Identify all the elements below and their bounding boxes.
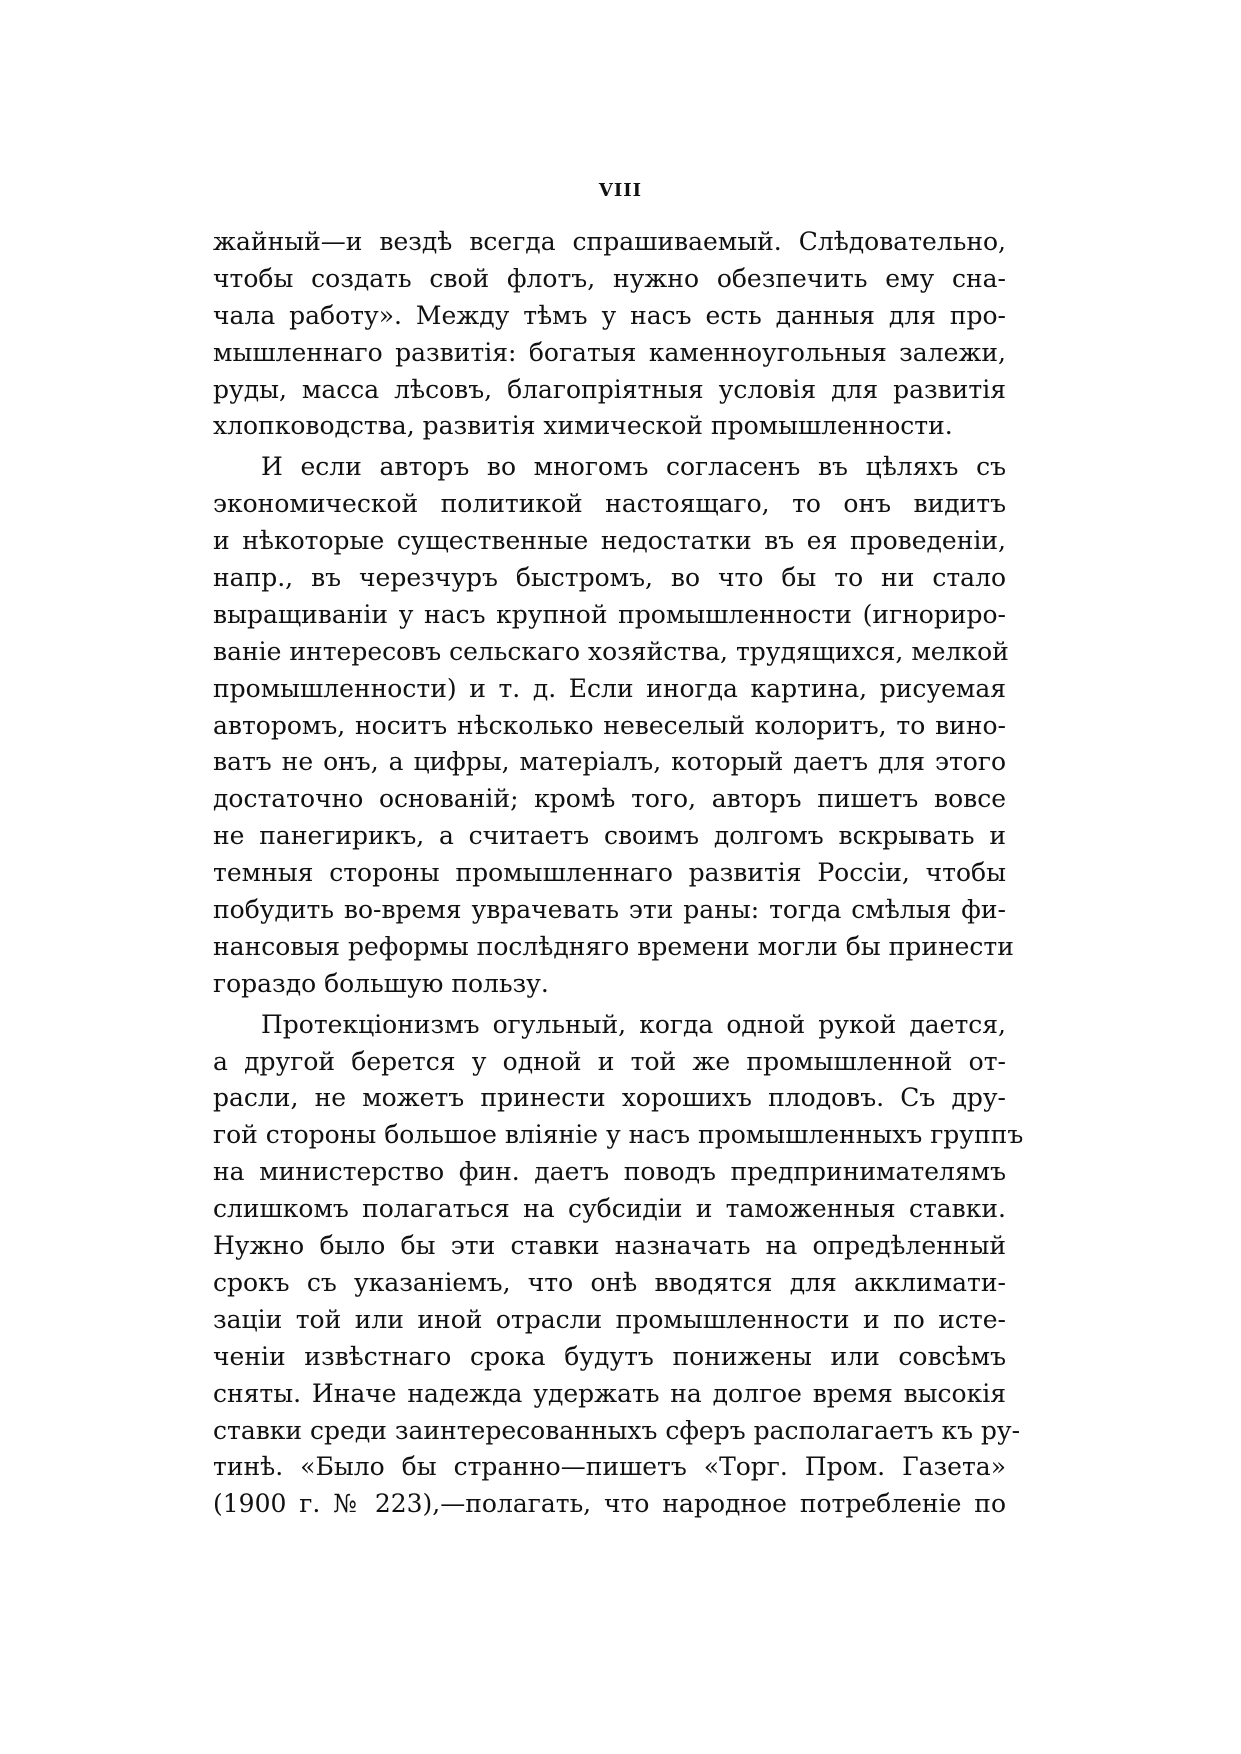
text-line: слишкомъ полагаться на субсидіи и таможенныя ставки. [213, 1194, 1006, 1224]
text-line: сняты. Иначе надежда удержать на долгое время высокія [213, 1378, 1006, 1408]
text-line: темныя стороны промышленнаго развитія Россіи, чтобы [213, 858, 1006, 888]
text-line: жайный—и вездѣ всегда спрашиваемый. Слѣдовательно, [213, 227, 1006, 256]
text-line: тинѣ. «Было бы странно—пишетъ «Торг. Пром. Газета» [213, 1452, 1006, 1482]
page-number: VIII [598, 180, 643, 201]
text-line: расли, не можетъ принести хорошихъ плодовъ. Съ дру- [213, 1083, 1006, 1113]
text-line: (1900 г. № 223),—полагать, что народное потребленіе по [213, 1489, 1006, 1519]
text-line: гораздо большую пользу. [213, 968, 549, 998]
text-line: экономической политикой настоящаго, то онъ видитъ [213, 489, 1006, 519]
text-line: Нужно было бы эти ставки назначать на опредѣленный [213, 1231, 1006, 1261]
paragraph-2 [213, 449, 1014, 1002]
text-line: ваніе интересовъ сельскаго хозяйства, трудящихся, мелкой [213, 636, 1009, 666]
text-line: авторомъ, носитъ нѣсколько невеселый колоритъ, то вино- [213, 710, 1006, 740]
text-line: нансовыя реформы послѣдняго времени могли бы принести [213, 931, 1014, 961]
text-line: заціи той или иной отрасли промышленности и по исте- [213, 1304, 1006, 1334]
text-line: не панегирикъ, а считаетъ своимъ долгомъ вскрывать и [213, 821, 1006, 851]
text-line: выращиваніи у насъ крупной промышленности (игнориро- [213, 599, 1006, 629]
text-line: достаточно основаній; кромѣ того, авторъ пишетъ вовсе [213, 784, 1006, 814]
paragraph-3 [213, 1007, 1024, 1523]
text-line: чала работу». Между тѣмъ у насъ есть данныя для про- [213, 300, 1006, 330]
text-line: и нѣкоторые существенные недостатки въ ея проведеніи, [213, 526, 1006, 556]
text-line: напр., въ черезчуръ быстромъ, во что бы то ни стало [213, 563, 1006, 593]
text-line: руды, масса лѣсовъ, благопріятныя условія для развитія [213, 374, 1006, 404]
text-line: ватъ не онъ, а цифры, матеріалъ, который даетъ для этого [213, 747, 1006, 777]
text-line: на министерство фин. даетъ поводъ предпринимателямъ [213, 1157, 1006, 1187]
text-line: а другой берется у одной и той же промышленной от- [213, 1046, 1006, 1076]
text-line: мышленнаго развитія: богатыя каменноугольныя залежи, [213, 337, 1006, 367]
text-line: промышленности) и т. д. Если иногда картина, рисуемая [213, 673, 1006, 703]
text-line: гой стороны большое вліяніе у насъ промышленныхъ группъ [213, 1120, 1024, 1150]
text-line: чтобы создать свой флотъ, нужно обезпечить ему сна- [213, 263, 1006, 293]
text-line: И если авторъ во многомъ согласенъ въ цѣляхъ съ [261, 452, 1006, 482]
text-line: ченіи извѣстнаго срока будутъ понижены или совсѣмъ [213, 1341, 1006, 1371]
text-line: срокъ съ указаніемъ, что онѣ вводятся для акклимати- [213, 1267, 1006, 1297]
text-line: Протекціонизмъ огульный, когда одной рукой дается, [261, 1009, 1006, 1039]
text-line: ставки среди заинтересованныхъ сферъ располагаетъ къ ру- [213, 1415, 1021, 1445]
text-line: хлопководства, развитія химической промышленности. [213, 411, 953, 441]
paragraph-1 [213, 224, 1006, 445]
text-line: побудить во-время уврачевать эти раны: тогда смѣлыя фи- [213, 895, 1006, 925]
body-text [213, 224, 1024, 1523]
